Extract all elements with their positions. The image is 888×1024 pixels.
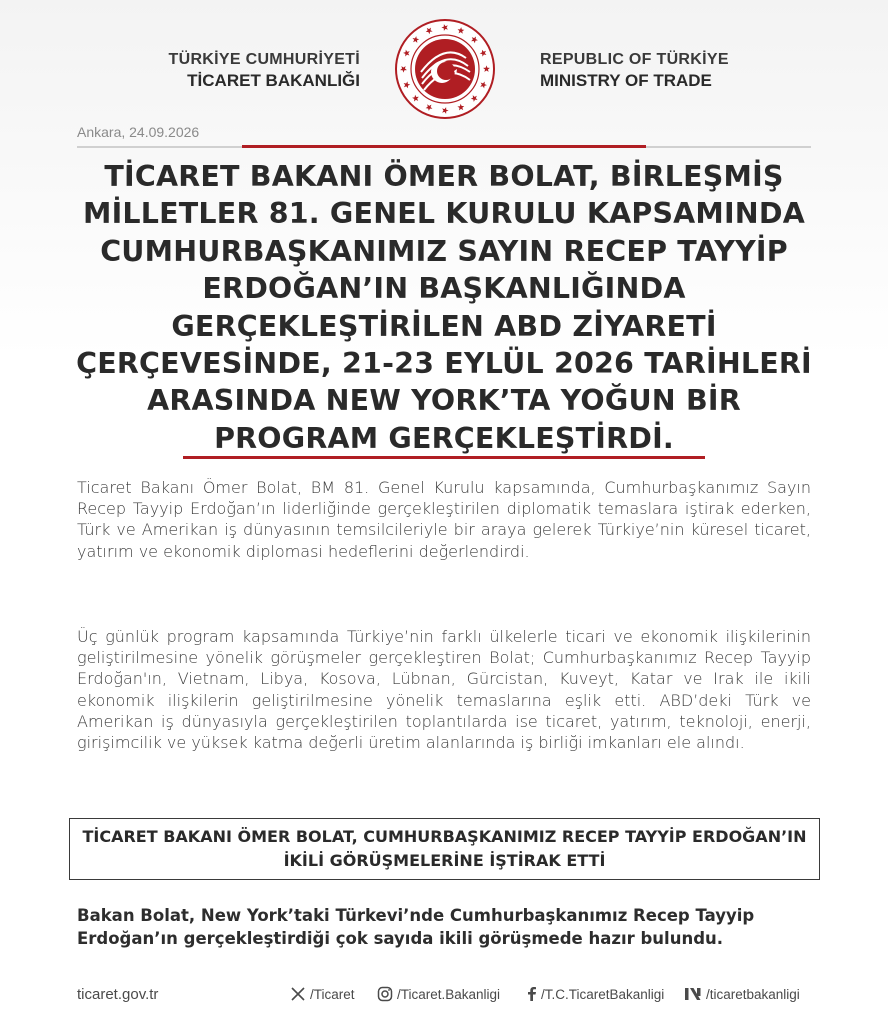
bold-paragraph: Bakan Bolat, New York’taki Türkevi’nde Cumhurbaşkanımız Recep Tayyip Erdoğan’ın gerçekleştirdiği çok sayıda ikili görüşmede hazır bulundu. [77,906,755,948]
headline-line: ARASINDA NEW YORK’TA YOĞUN BİR [147,384,741,418]
facebook-social-link[interactable] [525,986,664,1002]
nsosyal-logo-icon [684,986,702,1002]
headline-line: ÇERÇEVESİNDE, 21-23 EYLÜL 2026 TARİHLERİ [76,347,812,381]
x-handle: /Ticaret [310,986,355,1002]
headline-line: ERDOĞAN’IN BAŞKANLIĞINDA [202,272,686,306]
ministry-name-en: MINISTRY OF TRADE [540,71,712,90]
headline-line: PROGRAM GERÇEKLEŞTİRDİ. [214,421,674,455]
x-logo-icon [290,986,306,1002]
headline [70,158,818,457]
body-paragraph-1: Ticaret Bakanı Ömer Bolat, BM 81. Genel Kurulu kapsamında, Cumhurbaşkanımız Sayın Recep Tayyip Erdoğan’ın liderliğinde gerçekleştirilen diplomatik temaslara iştirak ederken, Türk ve Amerikan iş dünyasının temsilcileriyle bir araya gelerek Türkiye’nin küresel ticaret, yatırım ve ekonomik diplomasi hedeflerini değerlendirdi. [77,478,811,561]
headline-line: GERÇEKLEŞTİRİLEN ABD ZİYARETİ [171,309,717,343]
letterhead-english [540,50,760,92]
press-release-date: Ankara, 24.09.2026 [77,124,200,140]
nsosyal-handle: /ticaretbakanligi [706,986,800,1002]
nsosyal-social-link[interactable] [684,986,800,1002]
body-paragraph-2: Üç günlük program kapsamında Türkiye’nin farklı ülkelerle ticari ve ekonomik ilişkilerinin geliştirilmesine yönelik görüşmeler gerçekleştiren Bolat; Cumhurbaşkanımız Recep Tayyip Erdoğan'ın, Vietnam, Libya, Kosova, Lübnan, Gürcistan, Kuveyt, Katar ve Irak ile ikili ekonomik ilişkilerin geliştirilmesine yönelik temaslarına eşlik etti. ABD’deki Türk ve Amerikan iş dünyasıyla gerçekleştirilen toplantılarda ise ticaret, yatırım, teknoloji, enerji, girişimcilik ve yüksek katma değerli üretim alanlarında iş birliği imkanları ele alındı. [77,627,811,753]
republic-name-tr: TÜRKİYE CUMHURİYETİ [168,51,360,68]
instagram-handle: /Ticaret.Bakanligi [397,986,501,1002]
headline-line: MİLLETLER 81. GENEL KURULU KAPSAMINDA [83,197,805,231]
website-link[interactable]: ticaret.gov.tr [77,986,159,1003]
ministry-name-tr: TİCARET BAKANLIĞI [187,71,360,90]
headline-line: TİCARET BAKANI ÖMER BOLAT, BİRLEŞMİŞ [104,160,784,193]
footer [0,984,888,1008]
republic-name-en: REPUBLIC OF TÜRKİYE [540,51,729,68]
x-social-link[interactable] [290,986,355,1002]
instagram-logo-icon [377,986,393,1002]
ministry-seal-icon [394,18,496,120]
headline-divider-accent [183,456,705,459]
letterhead-turkish [150,50,360,92]
letterhead [0,18,888,128]
boxed-subheading-text: TİCARET BAKANI ÖMER BOLAT, CUMHURBAŞKANIMIZ RECEP TAYYİP ERDOĞAN’IN İKİLİ GÖRÜŞMELERİNE İŞTİRAK ETTİ [82,827,807,870]
top-divider-accent [242,145,646,148]
facebook-logo-icon [525,986,537,1002]
headline-line: CUMHURBAŞKANIMIZ SAYIN RECEP TAYYİP [100,234,788,268]
facebook-handle: /T.C.TicaretBakanligi [541,986,665,1002]
boxed-subheading [69,818,820,880]
instagram-social-link[interactable] [377,986,500,1002]
